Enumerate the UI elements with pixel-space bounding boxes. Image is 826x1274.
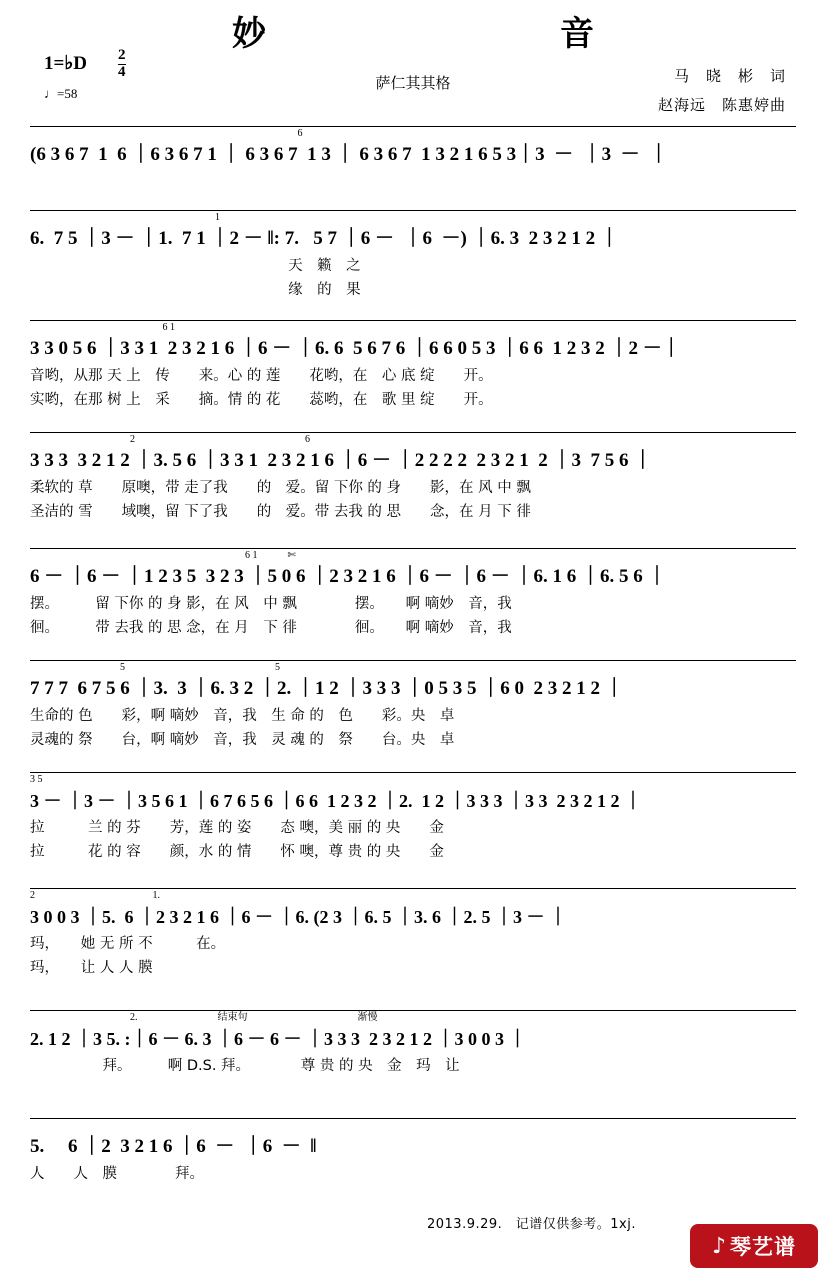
- system-7-notes: 3 － ｜3 － ｜3 5 6 1 ｜6 7 6 5 6 ｜6 6 1 2 3 2 ｜2. 1 2 ｜3 3 3 ｜3 3 2 3 2 1 2 ｜: [30, 791, 642, 811]
- system-8-notes: 3 0 0 3 ｜5. 6 ｜2 3 2 1 6 ｜6 － ｜6. (2 3 ｜6. 5 ｜3. 6 ｜2. 5 ｜3 － ｜: [30, 907, 567, 927]
- system-9-notes: 2. 1 2 ｜3 5. :｜6 － 6. 3 ｜6 － 6 － ｜3 3 3 2 3 2 1 2 ｜3 0 0 3 ｜: [30, 1029, 527, 1049]
- music-note-icon: ♪: [711, 1233, 727, 1259]
- system-1-notes: (6 3 6 7 1 6 ｜6 3 6 7 1 ｜ 6 3 6 7 1 3 ｜ 6 3 6 7 1 3 2 1 6 5 3｜3 － ｜3 － ｜: [30, 144, 669, 165]
- site-logo-text: 琴艺谱: [730, 1235, 797, 1259]
- music-system-3: [30, 320, 796, 412]
- system-9-marks: 2. 结束句 渐慢: [30, 1012, 378, 1023]
- system-6-marks: 5 5: [30, 662, 280, 673]
- system-8-lyrics-verse1: 玛， 她 无 所 不 在。: [30, 936, 226, 952]
- credits-block: [658, 62, 786, 119]
- system-4-lyrics-verse1: 柔软的 草 原噢，带 走了我 的 爱。留 下你 的 身 影，在 风 中 飘: [30, 480, 531, 496]
- system-5-lyrics-verse1: 摆。 留 下你 的 身 影，在 风 中 飘 摆。 啊 嘀妙 音，我: [30, 596, 512, 612]
- system-6-lyrics-verse1: 生命的 色 彩，啊 嘀妙 音，我 生 命 的 色 彩。央 卓: [30, 708, 455, 724]
- music-system-8: [30, 888, 796, 980]
- system-8-lyrics-verse2: 玛， 让 人 人 膜: [30, 960, 153, 976]
- system-10-notes: 5. 6 ｜2 3 2 1 6 ｜6 － ｜6 － ‖: [30, 1136, 317, 1157]
- system-2-lyrics-verse2: 缘 的 果: [30, 282, 361, 298]
- system-5-marks: 6 1 ✄: [30, 550, 296, 561]
- music-system-4: [30, 432, 796, 524]
- system-2-notes: 6. 7 5 ｜3 － ｜1. 7 1 ｜2 － ‖: 7. 5 7 ｜6 － ｜6 －) ｜6. 3 2 3 2 1 2 ｜: [30, 228, 619, 249]
- meter-numerator: 2: [118, 47, 126, 63]
- system-7-lyrics-verse2: 拉 花 的 容 颜，水 的 情 怀 噢，尊 贵 的 央 金: [30, 844, 444, 860]
- system-3-marks: 6 1: [30, 322, 175, 333]
- system-10-lyrics-verse1: 人 人 膜 拜。: [30, 1166, 204, 1182]
- credit-music: 赵海远 陈惠婷曲: [657, 95, 786, 114]
- system-4-lyrics-verse2: 圣洁的 雪 域噢，留 下了我 的 爱。带 去我 的 思 念，在 月 下 徘: [30, 504, 531, 520]
- key-signature: 1=♭D: [44, 53, 88, 74]
- system-3-notes: 3 3 0 5 6 ｜3 3 1 2 3 2 1 6 ｜6 － ｜6. 6 5 6 7 6 ｜6 6 0 5 3 ｜6 6 1 2 3 2 ｜2 －｜: [30, 338, 681, 359]
- system-10-marks: [30, 1119, 796, 1132]
- system-7-lyrics-verse1: 拉 兰 的 芬 芳，莲 的 姿 态 噢，美 丽 的 央 金: [30, 820, 444, 836]
- music-system-6: [30, 660, 796, 752]
- system-3-lyrics-verse2: 实哟，在那 树 上 采 摘。情 的 花 蕊哟，在 歌 里 绽 开。: [30, 392, 493, 408]
- system-4-notes: 3 3 3 3 2 1 2 ｜3. 5 6 ｜3 3 1 2 3 2 1 6 ｜6 － ｜2 2 2 2 2 3 2 1 2 ｜3 7 5 6 ｜: [30, 450, 653, 471]
- music-system-5: [30, 548, 796, 640]
- system-6-lyrics-verse2: 灵魂的 祭 台，啊 嘀妙 音，我 灵 魂 的 祭 台。央 卓: [30, 732, 455, 748]
- tempo-marking: ♩=58: [44, 86, 78, 101]
- music-system-7: [30, 772, 796, 864]
- credit-lyrics: 马 晓 彬 词: [673, 67, 786, 85]
- system-5-lyrics-verse2: 徊。 带 去我 的 思 念，在 月 下 徘 徊。 啊 嘀妙 音，我: [30, 620, 512, 636]
- system-7-marks: 3 5: [30, 774, 43, 785]
- system-5-notes: 6 － ｜6 － ｜1 2 3 5 3 2 3 ｜5 0 6 ｜2 3 2 1 6 ｜6 － ｜6 － ｜6. 1 6 ｜6. 5 6 ｜: [30, 566, 667, 587]
- system-2-lyrics-verse1: 天 籁 之: [30, 258, 361, 274]
- music-system-2: [30, 210, 796, 302]
- system-1-marks: 6: [30, 128, 303, 139]
- page-title: 妙 音: [232, 14, 642, 54]
- footer-note: 2013.9.29. 记谱仅供参考。1xj.: [426, 1217, 636, 1232]
- system-4-marks: 2 6: [30, 434, 310, 445]
- system-8-marks: 2 1.: [30, 890, 160, 901]
- music-system-10: [30, 1118, 796, 1186]
- system-3-lyrics-verse1: 音哟，从那 天 上 传 来。心 的 莲 花哟，在 心 底 绽 开。: [30, 368, 493, 384]
- system-2-marks: 1: [30, 212, 220, 223]
- meter-denominator: 4: [118, 63, 126, 80]
- site-logo[interactable]: [690, 1224, 818, 1268]
- arranger-credit: 萨仁其其格: [375, 74, 451, 92]
- system-6-notes: 7 7 7 6 7 5 6 ｜3. 3 ｜6. 3 2 ｜2. ｜1 2 ｜3 3 3 ｜0 5 3 5 ｜6 0 2 3 2 1 2 ｜: [30, 678, 624, 699]
- music-system-9: [30, 1010, 796, 1078]
- music-system-1: [30, 126, 796, 194]
- system-9-lyrics-verse1: 拜。 啊 D.S. 拜。 尊 贵 的 央 金 玛 让: [30, 1058, 460, 1074]
- system-1-lyrics-verse1: [30, 170, 796, 194]
